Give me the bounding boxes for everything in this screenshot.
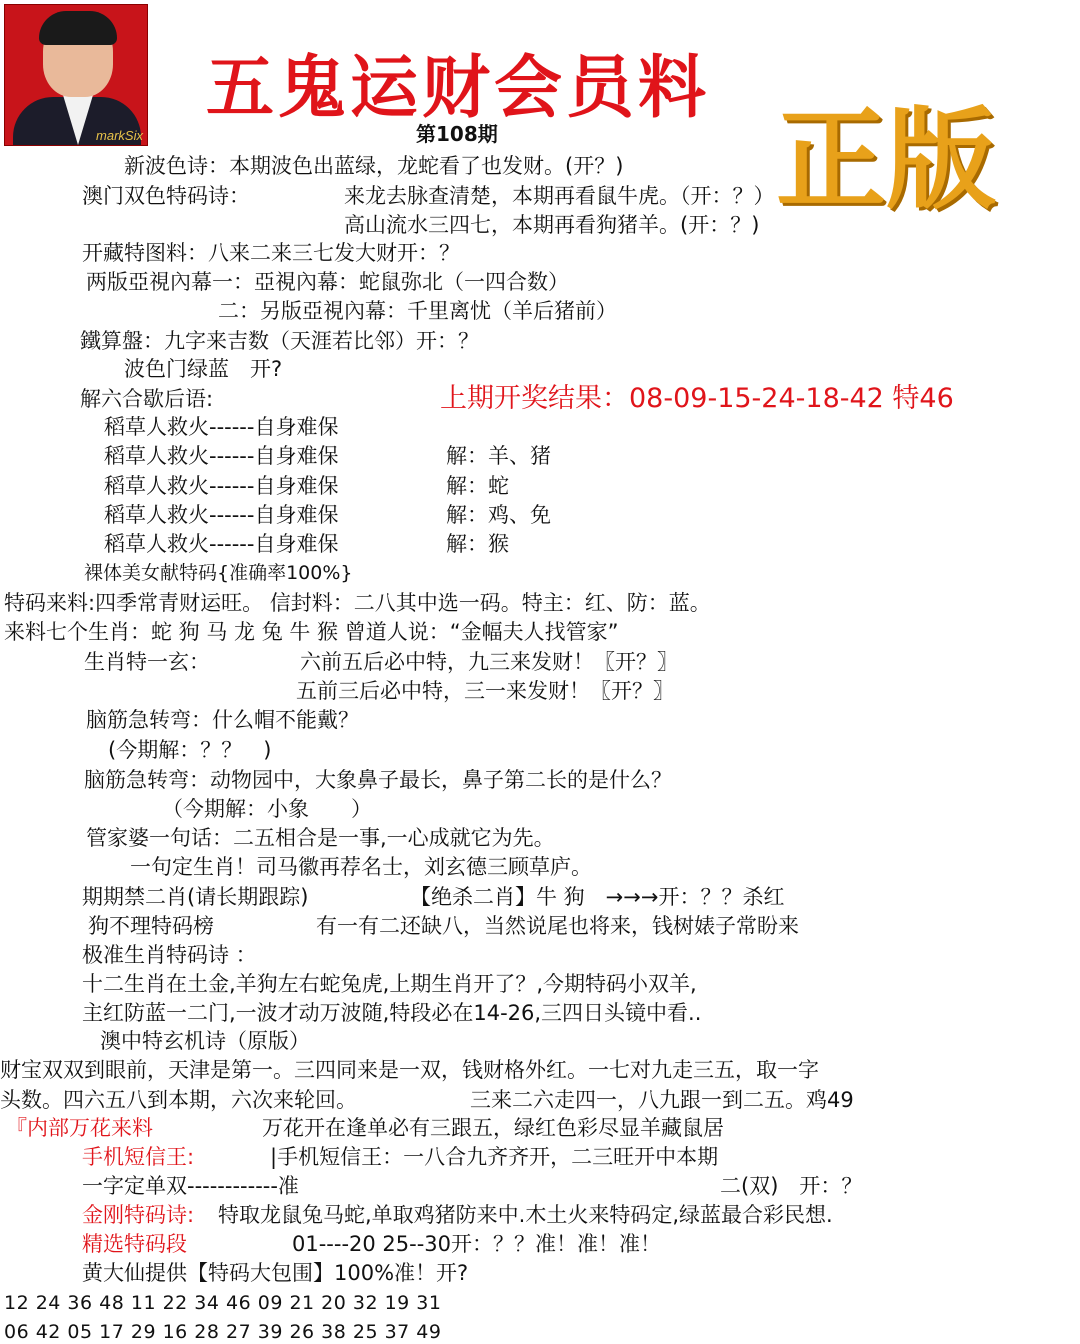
macau-mystery-line2b: 三来二六走四一，八九跟一到二五。鸡49 <box>470 1088 854 1112</box>
housekeeper-saying: 管家婆一句话：二五相合是一事,一心成就它为先。 <box>86 826 555 850</box>
zodiac-poem-line2: 主红防蓝一二门,一波才动万波随,特段必在14-26,三四日头镜中看.. <box>82 1001 702 1025</box>
selected-range-label: 精选特码段 <box>82 1232 187 1256</box>
portrait-hair <box>39 11 117 45</box>
last-result: 上期开奖结果：08-09-15-24-18-42 特46 <box>440 383 954 414</box>
macau-mystery-line2a: 头数。四六五八到本期，六次来轮回。 <box>0 1088 357 1112</box>
riddle-line: 稻草人救火------自身难保 <box>104 532 339 556</box>
odd-even-answer: 二(双) 开：？ <box>720 1174 863 1198</box>
macau-poem-line1: 来龙去脉查清楚，本期再看鼠牛虎。（开：？） <box>344 184 775 208</box>
number-row-1: 12 24 36 48 11 22 34 46 09 21 20 32 19 31 <box>4 1292 442 1314</box>
atv-inside-1: 两版亞視內幕一：亞視內幕：蛇鼠弥北（一四合数） <box>86 270 569 294</box>
genuine-stamp: 正版 <box>776 95 996 224</box>
wave-color-door: 波色门绿蓝 开? <box>124 357 283 381</box>
beauty-special-code: 裸体美女献特码{准确率100%} <box>84 562 353 584</box>
dog-list-text: 有一有二还缺八，当然说尾也将来，钱树婊子常盼来 <box>316 914 799 938</box>
zodiac-mystery-label: 生肖特一玄： <box>84 650 210 674</box>
poem-wave-color: 新波色诗：本期波色出蓝绿，龙蛇看了也发财。(开？) <box>124 154 624 178</box>
internal-source-label: 『内部万花来料 <box>6 1116 153 1140</box>
zodiac-mystery-line1: 六前五后必中特，九三来发财！〖开？〗 <box>300 650 678 674</box>
brain-teaser-2: 脑筋急转弯：动物园中，大象鼻子最长，鼻子第二长的是什么？ <box>84 768 672 792</box>
riddle-line: 稻草人救火------自身难保 <box>104 444 339 468</box>
special-code-source: 特码来料:四季常青财运旺。 信封料：二八其中选一码。特主：红、防：蓝。 <box>4 591 711 615</box>
riddle-answer: 解：鸡、免 <box>446 503 551 527</box>
diamond-poem-label: 金刚特码诗: <box>82 1203 195 1227</box>
riddle-answer: 解：蛇 <box>446 474 509 498</box>
macau-mystery-heading: 澳中特玄机诗（原版） <box>100 1029 310 1053</box>
riddle-answer: 解：猴 <box>446 532 509 556</box>
portrait-photo <box>4 4 148 146</box>
selected-range-text: 01----20 25--30开：？？准！准！准！ <box>292 1232 662 1256</box>
internal-source-text: 万花开在逢单必有三跟五，绿红色彩尽显羊藏鼠居 <box>262 1116 724 1140</box>
riddle-line: 稻草人救火------自身难保 <box>104 503 339 527</box>
one-sentence-zodiac: 一句定生肖！司马徽再荐名士，刘玄德三顾草庐。 <box>130 855 592 879</box>
seven-zodiacs: 来料七个生肖：蛇 狗 马 龙 兔 牛 猴 曾道人说：“金幅夫人找管家” <box>4 620 619 644</box>
macau-poem-line2: 高山流水三四七，本期再看狗猪羊。(开：？) <box>344 213 760 237</box>
odd-even-label: 一字定单双------------准 <box>82 1174 299 1198</box>
riddle-heading: 解六合歇后语: <box>80 387 214 411</box>
sms-king-text: |手机短信王：一八合九齐齐开，二三旺开中本期 <box>270 1145 719 1169</box>
number-row-2: 06 42 05 17 29 16 28 27 39 26 38 25 37 49 <box>4 1321 442 1343</box>
macau-poem-label: 澳门双色特码诗： <box>82 184 250 208</box>
banned-zodiacs-label: 期期禁二肖(请长期跟踪) <box>82 885 309 909</box>
brain-teaser-1-answer: (今期解：？？ ) <box>108 738 272 762</box>
issue-number: 第108期 <box>416 122 498 146</box>
riddle-answer: 解：羊、猪 <box>446 444 551 468</box>
banned-zodiacs: 【绝杀二肖】牛 狗 →→→开：？？杀红 <box>410 885 785 909</box>
sms-king-label: 手机短信王: <box>82 1145 195 1169</box>
zodiac-poem-line1: 十二生肖在土金,羊狗左右蛇兔虎,上期生肖开了？,今期特码小双羊, <box>82 972 697 996</box>
brain-teaser-2-answer: （今期解：小象 ） <box>162 797 372 821</box>
brain-teaser-1: 脑筋急转弯：什么帽不能戴？ <box>86 708 359 732</box>
dog-list-label: 狗不理特码榜 <box>88 914 214 938</box>
photo-watermark: markSix <box>96 128 143 143</box>
atv-inside-2: 二：另版亞視內幕：千里离忧（羊后猪前） <box>218 299 617 323</box>
diamond-poem-text: 特取龙鼠兔马蛇,单取鸡猪防来中.木土火来特码定,绿蓝最合彩民想. <box>218 1203 833 1227</box>
hidden-picture-text: 开藏特图料：八来二来三七发大财开：？ <box>82 241 460 265</box>
page-title: 五鬼运财会员料 <box>206 48 711 128</box>
iron-abacus: 鐵算盤：九字来吉数（天涯若比邻）开：？ <box>80 329 479 353</box>
wong-tai-sin-line: 黄大仙提供【特码大包围】100%准！开? <box>82 1261 469 1285</box>
zodiac-mystery-line2: 五前三后必中特，三一来发财！〖开？〗 <box>296 679 674 703</box>
zodiac-poem-heading: 极准生肖特码诗 ： <box>82 943 257 967</box>
macau-mystery-line1: 财宝双双到眼前，天津是第一。三四同来是一双，钱财格外红。一七对九走三五，取一字 <box>0 1058 819 1082</box>
riddle-line: 稻草人救火------自身难保 <box>104 474 339 498</box>
riddle-line: 稻草人救火------自身难保 <box>104 415 339 439</box>
